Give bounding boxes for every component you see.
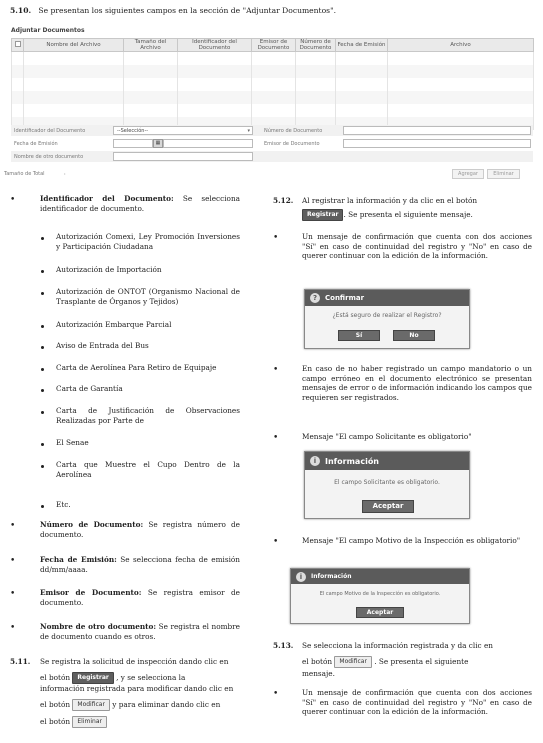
emisor-input[interactable] [343,139,531,148]
bullet-icon: • [273,537,279,547]
bullet-icon: • [10,195,16,205]
sub-bullet-icon [41,270,44,273]
term: Emisor de Documento: [40,588,142,597]
sub-bullet-icon [41,292,44,295]
no-button[interactable]: No [393,330,435,341]
aceptar-button[interactable]: Aceptar [362,500,414,513]
sub-item: Autorización de ONTOT (Organismo Nacional de Trasplante de Órganos y Tejidos) [56,287,240,306]
text: el botón [302,657,333,666]
modificar-button[interactable]: Modificar [72,699,110,711]
tamano-total-label: Tamaño de Total [4,171,45,177]
sub-item: Aviso de Entrada del Bus [56,341,149,350]
term: Número de Documento: [40,520,144,529]
bullet-icon: • [10,521,16,531]
identificador-select-value: --Selección-- [117,128,149,134]
emisor-label: Emisor de Documento [264,141,320,147]
definition: Se selecciona fecha de emisión dd/mm/aaaa. [40,555,240,574]
sub-item: Carta de Aerolínea Para Retiro de Equipaje [56,363,217,372]
fecha-label: Fecha de Emisión [14,141,58,147]
registrar-button[interactable]: Registrar [72,672,113,684]
sub-bullet-icon [41,411,44,414]
column-header: Identificador del Documento [178,39,252,52]
aceptar-button[interactable]: Aceptar [356,607,404,618]
definition: Se registra número de documento. [40,520,240,539]
dialog-message: El campo Motivo de la Inspección es obligatorio. [319,591,441,597]
dialog-message: El campo Solicitante es obligatorio. [334,479,440,486]
dialog-title: Confirmar [325,294,365,302]
table-header-row [12,39,534,52]
documents-table [11,38,534,130]
text: el botón [40,700,71,709]
section-5-13-line: Se selecciona la información registrada y da clic en [302,641,493,650]
sub-item: Autorización Embarque Parcial [56,320,172,329]
error-description: En caso de no haber registrado un campo mandatorio o un campo erróneo en el documento electrónico se presentan mensajes de error o de información indicando los campos que requieren ser registrados. [302,364,532,402]
text: . Se presenta el siguiente mensaje. [343,210,473,219]
eliminar-button[interactable]: Eliminar [487,169,520,179]
sub-bullet-icon [41,389,44,392]
section-number: 5.12. [273,196,294,205]
sub-bullet-icon [41,443,44,446]
identificador-select[interactable] [113,126,253,135]
modificar-button[interactable]: Modificar [334,656,372,668]
section-5-11-line [40,672,240,684]
section-5-11-line: Se registra la solicitud de inspección dando clic en [40,657,229,666]
nombre-description [40,622,240,641]
column-header: Fecha de Emisión [336,39,388,52]
table-row [12,52,534,65]
chevron-down-icon: ▾ [247,128,250,134]
section-5-12-line: Al registrar la información y da clic en el botón [302,196,478,205]
table-row [12,65,534,78]
sub-bullet-icon [41,505,44,508]
sub-bullet-icon [41,325,44,328]
numero-description [40,520,240,539]
sub-item: Etc. [56,500,71,509]
definition: Se selecciona identificador de documento. [40,194,240,213]
section-text: Se presentan los siguientes campos en la sección de "Adjuntar Documentos". [38,6,336,15]
nombre-label: Nombre de otro documento [14,154,84,160]
text: y para eliminar dando clic en [112,700,221,709]
calendar-icon[interactable]: ▦ [153,139,163,148]
column-header: Archivo [388,39,534,52]
tamano-total-value: : [64,171,66,177]
section-5-13-line: mensaje. [302,669,335,678]
question-icon: ? [310,293,320,303]
confirm-dialog [304,289,470,349]
text: , y se selecciona la [116,673,186,682]
text: . Se presenta el siguiente [374,657,469,666]
bullet-icon: • [10,556,16,566]
section-5-11-line [40,699,240,711]
definition: Se registra el nombre de documento cuando es otros. [40,622,240,641]
dialog-title: Información [311,573,352,580]
sub-item: Autorización de Importación [56,265,162,274]
fecha-description [40,555,240,574]
sub-item: Carta de Garantía [56,384,123,393]
agregar-button[interactable]: Agregar [452,169,484,179]
motivo-message-caption: Mensaje "El campo Motivo de la Inspección es obligatorio" [302,536,521,545]
registrar-button[interactable]: Registrar [302,209,343,221]
info-icon: i [310,456,320,466]
dialog-message: ¿Está seguro de realizar el Registro? [332,312,442,319]
column-header: Número de Documento [296,39,336,52]
numero-input[interactable] [343,126,531,135]
bullet-icon: • [273,433,279,443]
column-header: Emisor de Documento [252,39,296,52]
table-row [12,91,534,104]
bullet-icon: • [10,589,16,599]
bullet-icon: • [273,689,279,699]
section-5-13-line [302,656,532,668]
sub-bullet-icon [41,346,44,349]
confirm-description: Un mensaje de confirmación que cuenta con dos acciones "Sí" en caso de continuidad del registro y "No" en caso de querer continuar con la edición de la información. [302,232,532,261]
sub-bullet-icon [41,237,44,240]
eliminar-inline-button[interactable]: Eliminar [72,716,107,728]
sub-bullet-icon [41,368,44,371]
identificador-description [40,194,240,213]
select-all-checkbox[interactable] [12,39,24,52]
section-5-11-line [40,716,240,728]
section-5-10-heading [10,6,336,15]
table-row [12,104,534,117]
sub-bullet-icon [41,465,44,468]
info-dialog [290,568,470,624]
bullet-icon: • [273,233,279,243]
sub-item: El Senae [56,438,89,447]
table-row [12,78,534,91]
info-dialog [304,451,470,519]
nombre-input[interactable] [113,152,253,161]
yes-button[interactable]: Sí [338,330,380,341]
section-5-11-line: información registrada para modificar dando clic en [40,684,234,693]
dialog-header [305,290,469,306]
modify-confirm-description: Un mensaje de confirmación que cuenta con dos acciones "Sí" en caso de continuidad del registro y "No" en caso de querer continuar con la edición de la información. [302,688,532,717]
column-header: Tamaño del Archivo [124,39,178,52]
solicitante-message-caption: Mensaje "El campo Solicitante es obligatorio" [302,432,472,441]
bullet-icon: • [10,623,16,633]
text: el botón [40,717,71,726]
fecha-input[interactable] [113,139,153,148]
sub-item: Autorización Comexi, Ley Promoción Inversiones y Participación Ciudadana [56,232,240,251]
emisor-description [40,588,240,607]
panel-title: Adjuntar Documentos [11,27,85,34]
numero-label: Número de Documento [264,128,323,134]
sub-item: Carta de Justificación de Observaciones Realizadas por Parte de [56,406,240,425]
term: Fecha de Emisión: [40,555,117,564]
bullet-icon: • [273,365,279,375]
dialog-header [305,452,469,470]
section-number: 5.10. [10,6,32,15]
info-icon: i [296,572,306,582]
dialog-header [291,569,469,584]
section-5-12-line [302,209,532,221]
form-row-background [11,151,533,162]
column-header: Nombre del Archivo [24,39,124,52]
sub-item: Carta que Muestre el Cupo Dentro de la Aerolínea [56,460,240,479]
text: el botón [40,673,71,682]
identificador-label: Identificador del Documento [14,128,86,134]
fecha-spacer [163,139,253,148]
term: Nombre de otro documento: [40,622,157,631]
dialog-title: Información [325,456,380,466]
term: Identificador del Documento: [40,194,174,203]
definition: Se registra emisor de documento. [40,588,241,607]
section-number: 5.11. [10,657,31,666]
section-number: 5.13. [273,641,294,650]
